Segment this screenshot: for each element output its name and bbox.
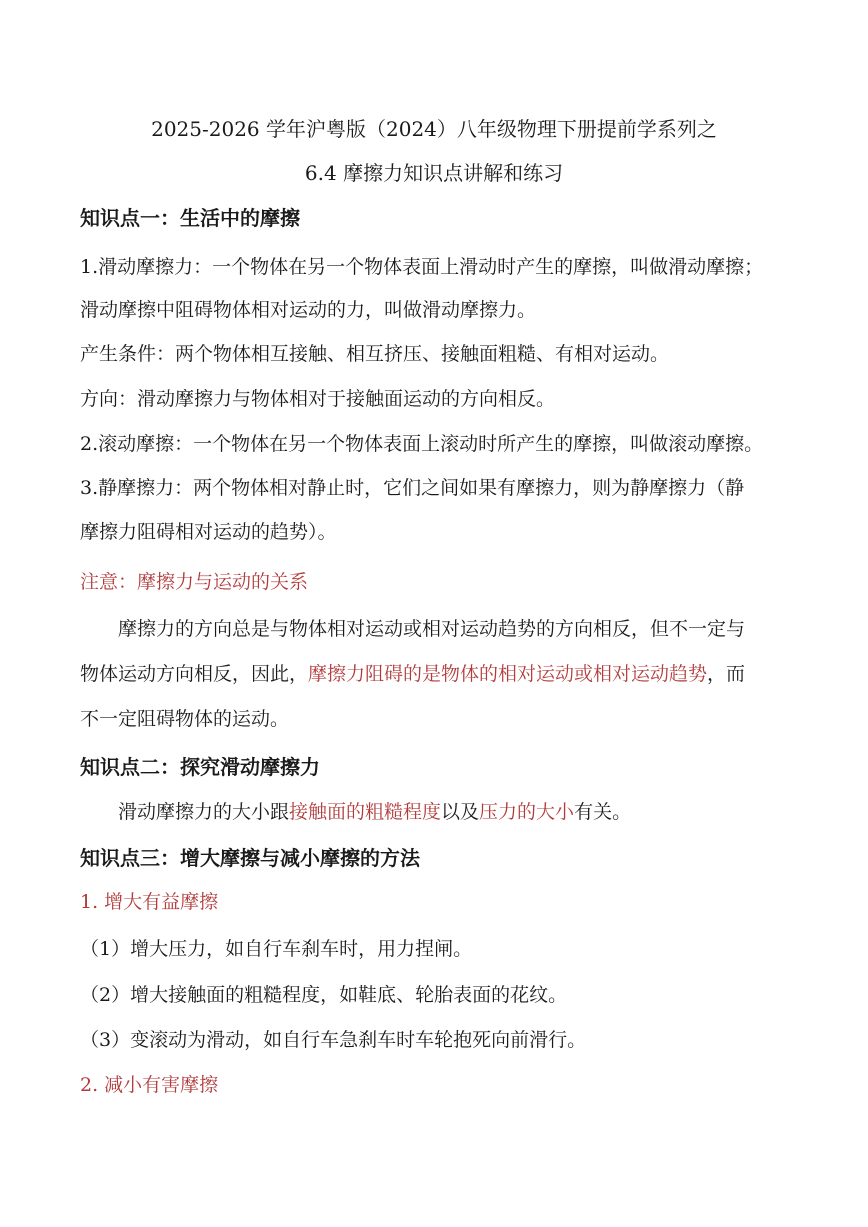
increase-friction-subheading: 1. 增大有益摩擦: [80, 891, 219, 913]
note-paragraph-line2: [80, 660, 792, 688]
section2-text-c: 以及: [441, 801, 480, 823]
note-paragraph-line3: 不一定阻碍物体的运动。: [80, 708, 290, 730]
reduce-friction-subheading: 2. 减小有害摩擦: [80, 1074, 219, 1096]
friction-condition: 产生条件：两个物体相互接触、相互挤压、接触面粗糙、有相对运动。: [80, 343, 670, 365]
document-title-line2: 6.4 摩擦力知识点讲解和练习: [304, 161, 564, 185]
sliding-friction-definition-line2: 滑动摩擦中阻碍物体相对运动的力，叫做滑动摩擦力。: [80, 299, 537, 321]
section1-heading: 知识点一：生活中的摩擦: [80, 206, 300, 230]
sliding-friction-definition-line1: 1.滑动摩擦力：一个物体在另一个物体表面上滑动时产生的摩擦，叫做滑动摩擦；: [80, 256, 764, 278]
note-line2-highlight: 摩擦力阻碍的是物体的相对运动或相对运动趋势: [308, 663, 708, 685]
note-paragraph-line1: 摩擦力的方向总是与物体相对运动或相对运动趋势的方向相反，但不一定与: [118, 618, 746, 640]
section3-heading: 知识点三：增大摩擦与减小摩擦的方法: [80, 846, 420, 870]
note-title: 注意：摩擦力与运动的关系: [80, 571, 309, 593]
section2-text-e: 有关。: [574, 801, 632, 823]
list-item: （1）增大压力，如自行车刹车时，用力捏闸。: [80, 938, 473, 960]
list-item: （2）增大接触面的粗糙程度，如鞋底、轮胎表面的花纹。: [80, 984, 568, 1006]
section2-heading: 知识点二：探究滑动摩擦力: [80, 755, 320, 779]
note-line2-ending: ，而: [707, 663, 746, 685]
list-item: （3）变滚动为滑动，如自行车急刹车时车轮抱死向前滑行。: [80, 1029, 587, 1051]
section2-text-a: 滑动摩擦力的大小跟: [118, 801, 290, 823]
static-friction-definition-line2: 摩擦力阻碍相对运动的趋势）。: [80, 521, 337, 543]
note-line2-text: 物体运动方向相反，因此，: [80, 663, 309, 685]
section2-highlight-roughness: 接触面的粗糙程度: [289, 801, 442, 823]
section2-paragraph: [118, 798, 792, 826]
document-title-line1: 2025-2026 学年沪粤版（2024）八年级物理下册提前学系列之: [151, 117, 717, 141]
rolling-friction-definition: 2.滚动摩擦：一个物体在另一个物体表面上滚动时所产生的摩擦，叫做滚动摩擦。: [80, 433, 764, 455]
friction-direction: 方向：滑动摩擦力与物体相对于接触面运动的方向相反。: [80, 388, 556, 410]
static-friction-definition-line1: 3.静摩擦力：两个物体相对静止时，它们之间如果有摩擦力，则为静摩擦力（静: [80, 477, 745, 499]
section2-highlight-pressure: 压力的大小: [479, 801, 575, 823]
